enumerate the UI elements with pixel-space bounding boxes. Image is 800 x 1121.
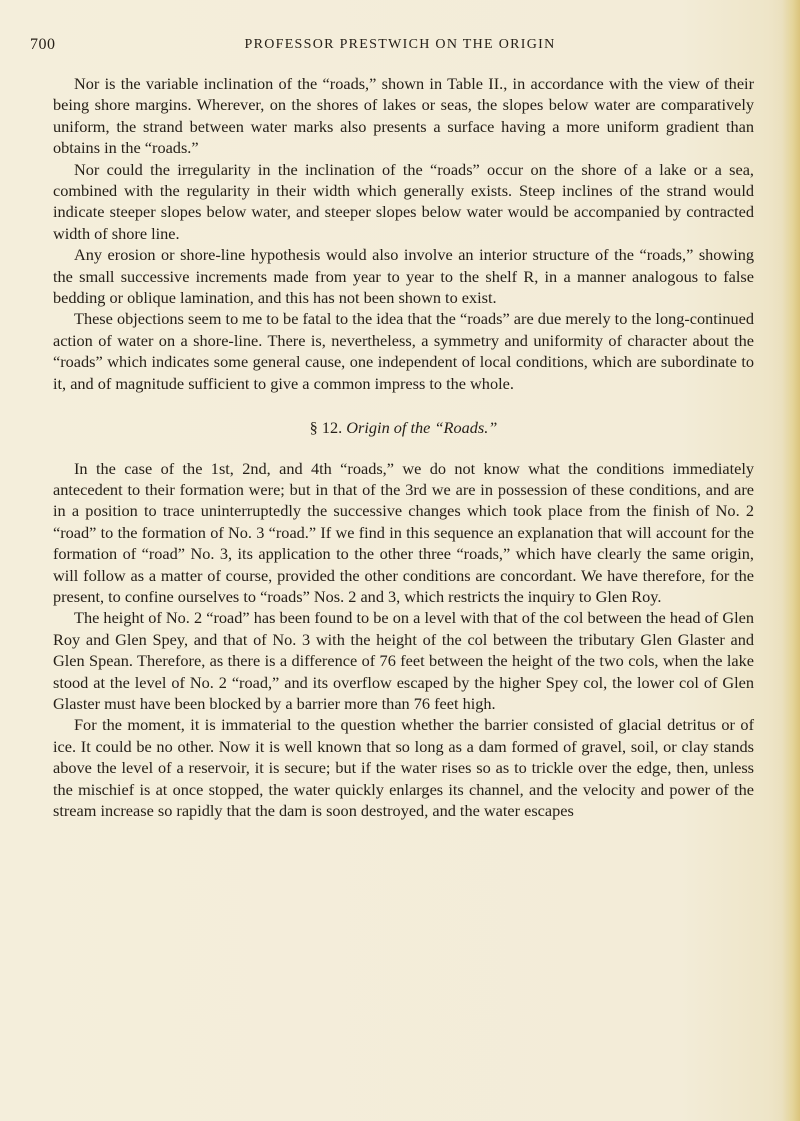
section-number: § 12. <box>309 418 343 438</box>
page-number: 700 <box>30 36 56 53</box>
running-title: PROFESSOR PRESTWICH ON THE ORIGIN <box>244 37 556 52</box>
body-text <box>53 73 754 821</box>
page-header <box>30 36 750 58</box>
paragraph: For the moment, it is immaterial to the question whether the barrier consisted of glacial detritus or of ice. It could be no other. Now it is well known that so long as a dam formed of gravel, soil, or clay stands above the level of a reservoir, it is secure; but if the water rises so as to trickle over the edge, then, unless the mischief is at once stopped, the water quickly enlarges its channel, and the velocity and power of the stream increase so rapidly that the dam is soon destroyed, and the water escapes <box>53 715 754 820</box>
paragraph: Nor is the variable inclination of the “roads,” shown in Table II., in accordance with the view of their being shore margins. Wherever, on the shores of lakes or seas, the slopes below water are comparatively uniform, the strand between water marks also presents a surface having a more uniform gradient than obtains in the “roads.” <box>53 74 754 158</box>
section-heading <box>53 417 754 438</box>
section-title: Origin of the “Roads.” <box>346 418 498 438</box>
paragraph: Nor could the irregularity in the inclination of the “roads” occur on the shore of a lake or a sea, combined with the regularity in their width which generally exists. Steep inclines of the strand would indicate steeper slopes below water, and steeper slopes below water would be accompanied by contracted width of shore line. <box>53 159 754 243</box>
page-edge-stain <box>782 0 800 1121</box>
paragraph: These objections seem to me to be fatal to the idea that the “roads” are due merely to the long-continued action of water on a shore-line. There is, nevertheless, a symmetry and uniformity of character about the “roads” which indicates some general cause, one independent of local conditions, which are subordinate to it, and of magnitude sufficient to give a common impress to the whole. <box>53 309 754 393</box>
paragraph: In the case of the 1st, 2nd, and 4th “roads,” we do not know what the conditions immediately antecedent to their formation were; but in that of the 3rd we are in possession of these conditions, and are in a position to trace uninterruptedly the successive changes which took place from the finish of No. 2 “road” to the formation of No. 3 “road.” If we find in this sequence an explanation that will account for the formation of “road” No. 3, its application to the other three “roads,” which have clearly the same origin, will follow as a matter of course, provided the other conditions are concordant. We have therefore, for the present, to confine ourselves to “roads” Nos. 2 and 3, which restricts the inquiry to Glen Roy. <box>53 458 754 606</box>
paragraph: The height of No. 2 “road” has been found to be on a level with that of the col between the head of Glen Roy and Glen Spey, and that of No. 3 with the height of the col between the tributary Glen Glaster and Glen Spean. Therefore, as there is a difference of 76 feet between the height of the two cols, when the lake stood at the level of No. 2 “road,” and its overflow escaped by the higher Spey col, the lower col of Glen Glaster must have been blocked by a barrier more than 76 feet high. <box>53 608 754 713</box>
paragraph: Any erosion or shore-line hypothesis would also involve an interior structure of the “roads,” showing the small successive increments made from year to year to the shelf R, in a manner analogous to false bedding or oblique lamination, and this has not been shown to exist. <box>53 245 754 308</box>
